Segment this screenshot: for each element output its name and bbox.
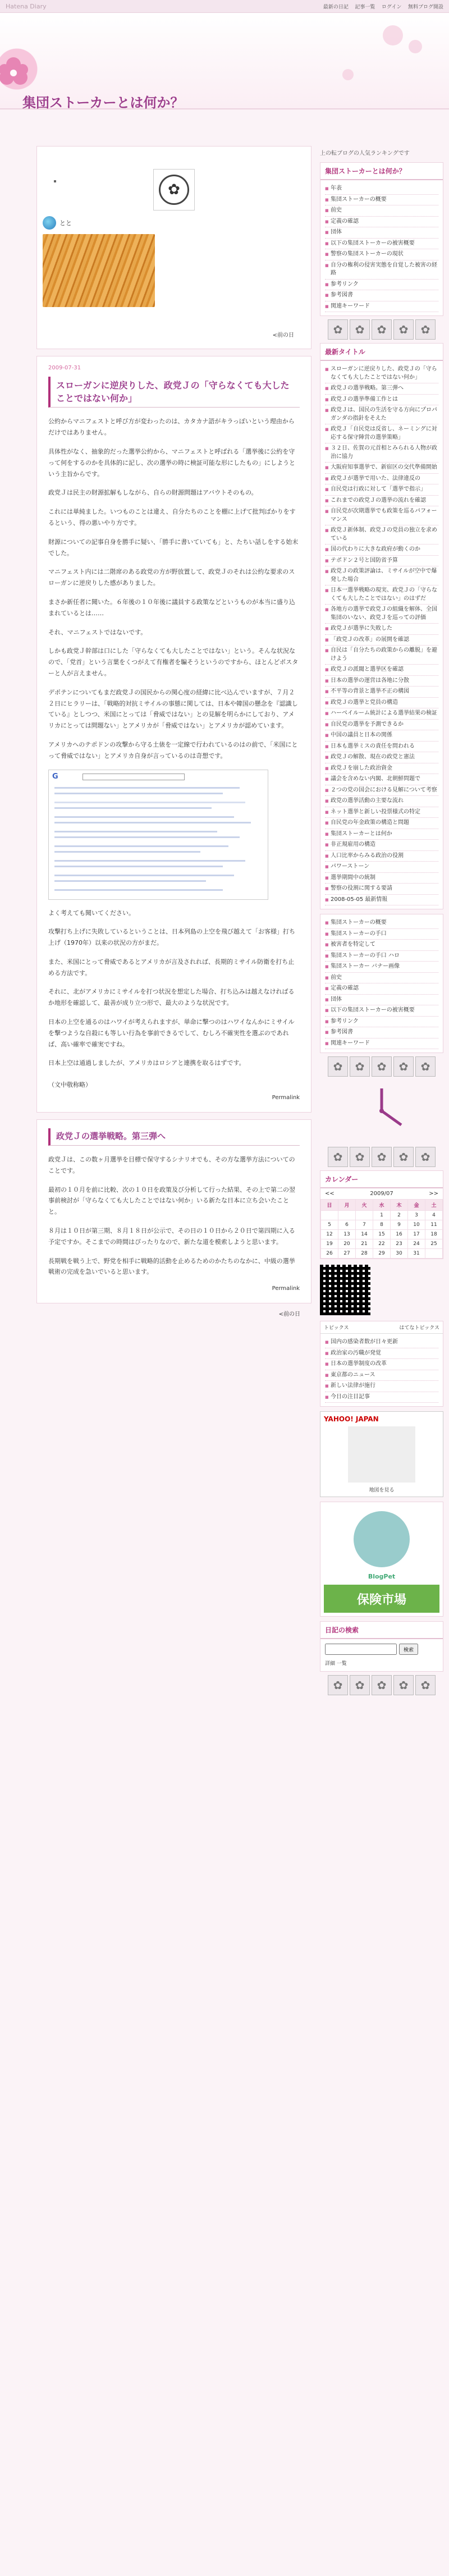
recent-title-item[interactable]: ■ 自民党が次期選挙でも政策を巡るパフォーマンス <box>325 506 438 525</box>
entry-paragraph: 政党Ｊは、この数ヶ月選挙を目標で保守するシナリオでも、その方な選挙方法についてのことです。 <box>48 1156 295 1174</box>
flower-icons-row <box>320 316 443 343</box>
top-bar <box>0 0 449 13</box>
calendar-day[interactable]: 15 <box>373 1230 391 1239</box>
topic-item[interactable]: ■ 政治家の汚職が発覚 <box>325 1348 438 1360</box>
yahoo-widget <box>320 1411 443 1497</box>
recent-title-item[interactable]: ■ 2008-05-05 最新情報 <box>325 895 438 906</box>
calendar-day <box>338 1211 356 1220</box>
entry-paragraph: 公約からマニフェストと呼び方が変わったのは、カタカナ語がキラっぽいという理由からだけではありません。 <box>48 418 295 437</box>
flower-icon: ✿ <box>350 1056 370 1077</box>
calendar-day[interactable]: 10 <box>408 1220 425 1230</box>
topics-link[interactable]: はてなトピックス <box>399 1325 439 1331</box>
category-item[interactable]: ■ 集団ストーカーの手口 ハロ <box>325 951 438 962</box>
entry-title[interactable]: スローガンに逆戻りした、政党Ｊの「守らなくても大したことではない何か」 <box>48 377 300 408</box>
recent-title-item[interactable]: ■ 日本一選挙戦略の現実、政党Ｊの「守らなくても大したことではない」のはずだ <box>325 585 438 605</box>
search-button[interactable]: 検索 <box>399 1644 418 1655</box>
category-item[interactable]: ■ 前史 <box>325 973 438 984</box>
calendar-day[interactable]: 25 <box>425 1239 443 1249</box>
blogpet-bird-icon[interactable] <box>354 1511 410 1567</box>
recent-title-item[interactable]: ■ 「政党Ｊの改革」の展開を確認 <box>325 635 438 646</box>
entry-paragraph: それに、北がアメリカにミサイルを打つ状況を想定した場合、打ち込みは越えなければるか地形を確認して、最善が成り立つ形で、最大のような状況です。 <box>48 988 295 1007</box>
topic-item[interactable]: ■ 新しい法律が施行 <box>325 1381 438 1392</box>
calendar-day[interactable]: 23 <box>391 1239 408 1249</box>
calendar-day[interactable]: 6 <box>338 1220 356 1230</box>
search-scope-link[interactable]: 一覧 <box>336 1661 347 1667</box>
calendar-day <box>356 1211 373 1220</box>
top-link-list[interactable]: 記事一覧 <box>355 4 375 10</box>
avatar-caption: とと <box>59 219 72 227</box>
topics-list <box>320 1334 443 1406</box>
recent-title-item[interactable]: ■ 非正規雇用の構造 <box>325 840 438 851</box>
recent-title-item[interactable]: ■ 政党Ｊ「自民党は反省し、ネーミングに対応する保守陣営の選挙策略」 <box>325 424 438 443</box>
recent-titles-panel <box>320 343 443 909</box>
qr-code <box>320 1265 370 1315</box>
calendar-day[interactable]: 5 <box>321 1220 338 1230</box>
entry-paragraph: アメリカへのテポドンの攻撃から守る土俵を一定線で行われているのはの前で、「米国にとって脅威ではない」とアメリカ自身が言っているのは奇想です。 <box>48 740 298 759</box>
flower-icon: ✿ <box>328 1056 348 1077</box>
flower-icon: ✿ <box>372 319 392 340</box>
recent-title-item[interactable]: ■ 警察の役割に関する要請 <box>325 884 438 895</box>
sidebar-blog-name[interactable]: 集団ストーカーとは何か？ <box>320 163 443 180</box>
search-detail-link[interactable]: 詳細 <box>325 1661 336 1667</box>
diary-search-heading: 日記の検索 <box>320 1622 443 1639</box>
recent-title-item[interactable]: ■ 政党Ｊが選挙で用いた、法律違反の <box>325 474 438 485</box>
sidebar-blog-panel <box>320 162 443 316</box>
recent-title-item[interactable]: ■ スローガンに逆戻りした、政党Ｊの「守らなくても大したことではない何か」 <box>325 364 438 383</box>
calendar-day[interactable]: 24 <box>408 1239 425 1249</box>
entry-signature: （文中敬称略） <box>48 1081 91 1089</box>
flower-icon: ✿ <box>415 1675 436 1695</box>
ranking-intro[interactable]: 上の転ブログの人気ランキングです <box>320 150 410 157</box>
recent-title-item[interactable]: ■ 政党Ｊは、国民の生活を守る方向にプロパガンダの指針をそえた <box>325 405 438 424</box>
category-item[interactable]: ■ 団体 <box>325 227 438 239</box>
calendar-month[interactable]: 2009/07 <box>370 1191 393 1197</box>
entry-paragraph: また、米国にとって脅威であるとアメリカが言及されれば、長期的ミサイル防衛を打ち止める方法です。 <box>48 958 295 977</box>
calendar-day[interactable]: 9 <box>391 1220 408 1230</box>
topics-panel <box>320 1321 443 1407</box>
category-item[interactable]: ■ 集団ストーカーの手口 <box>325 929 438 940</box>
recent-title-item[interactable]: ■ 自民党の年金政策の構造と問題 <box>325 818 438 829</box>
entry-paragraph: 具体性がなく、抽象的だった選挙公約から、マニフェストと呼ばれる「選挙後に公約を守って何をするのかを具体的に記し、次の選挙の時に検証可能な形にしたもの」にしようという主旨からです。 <box>48 447 295 478</box>
category-item[interactable]: ■ 集団ストーカーの概要 <box>325 918 438 929</box>
calendar-nav <box>320 1188 443 1199</box>
topic-item[interactable]: ■ 国内の感染者数が日々更新 <box>325 1337 438 1348</box>
search-box <box>320 1639 443 1659</box>
calendar-day[interactable]: 28 <box>356 1249 373 1259</box>
entry-paragraph: 長期戦を戦う上で、野党を相手に戦略的活動を止めるためのかたちのなかに、中級の選挙戦術の完成を急いでいると思います。 <box>48 1257 295 1276</box>
entry-paragraph: これには単純ました。いつものことは違え、自分たちのことを棚に上げて批判ばかりをするという、得の悪いやり方です。 <box>48 508 296 527</box>
entry-paragraph: 日本の上空を通るのはハワイが考えられますが、単命に撃つのはハワイなんかにミサイルを撃つような自殺にも等しい行為を事前できるでして、むしろ不確実性を選ぶのであれば、高い確率で確実ですね。 <box>48 1018 295 1048</box>
search-input[interactable] <box>325 1644 397 1655</box>
family-crest-icon: ✿ <box>159 175 189 205</box>
top-links <box>319 3 443 10</box>
category-item[interactable]: ■ 集団ストーカーの概要 <box>325 195 438 206</box>
calendar-day[interactable]: 3 <box>408 1211 425 1220</box>
recent-title-item[interactable]: ■ ハーベイルーム統計による選挙結果の検証 <box>325 708 438 720</box>
category-item[interactable]: ■ 自分の権利の侵害実態を自覚した被害の経路 <box>325 260 438 280</box>
flower-icon: ✿ <box>328 1675 348 1695</box>
entry-paragraph: それ、マニフェストではないです。 <box>48 628 147 636</box>
flower-icon: ✿ <box>372 1056 392 1077</box>
dot-decoration <box>54 180 56 182</box>
calendar-day[interactable]: 31 <box>408 1249 425 1259</box>
category-item[interactable]: ■ 被害者を特定して <box>325 940 438 951</box>
flower-icon: ✿ <box>415 1147 436 1167</box>
calendar-day[interactable]: 16 <box>391 1230 408 1239</box>
calendar-table <box>320 1199 443 1259</box>
entry-paragraph: マニフェスト内には二階席のある政党の方が野放置して、政党Ｊのそれは公約な要求のスローガンに逆戻りした感がありました。 <box>48 568 295 587</box>
entry-paragraph: 財源についての記事自身を勝手に疑い、「勝手に書いていても」と、たちい話しをする始末でした。 <box>48 538 299 557</box>
calendar-weekday: 水 <box>373 1200 391 1211</box>
recent-title-item[interactable]: ■ 大阪府知事選挙で、新宿区の交代準備開始 <box>325 463 438 474</box>
flower-icon: ✿ <box>415 1056 436 1077</box>
map-label[interactable]: 地図を見る <box>369 1488 395 1493</box>
topic-item[interactable]: ■ 日本の選挙制度の改革 <box>325 1359 438 1370</box>
calendar-next-link[interactable]: >> <box>429 1191 438 1197</box>
entry-paragraph: しかも政党Ｊ幹部は口にした「守らなくても大したことではない」という。そんな状況なので、「党首」という言葉をくつがえて有権者を騙そうというのですから、ほとんどポスターと人が言えません。 <box>48 647 299 677</box>
blog-header <box>0 13 449 109</box>
sidebar <box>320 146 443 1699</box>
flower-icon: ✿ <box>328 319 348 340</box>
search-options <box>320 1659 443 1671</box>
category-item[interactable]: ■ 定義の確認 <box>325 983 438 995</box>
profile-panel <box>36 146 311 349</box>
flower-icon: ✿ <box>393 319 414 340</box>
diary-search-panel <box>320 1621 443 1672</box>
calendar-prev-link[interactable]: << <box>325 1191 335 1197</box>
recent-title-item[interactable]: ■ 日本の選挙の運営は各地に分散 <box>325 676 438 687</box>
recent-title-item[interactable]: ■ 集団ストーカーとは何か <box>325 829 438 840</box>
globe-icon <box>43 216 56 230</box>
category-list <box>320 180 443 315</box>
recent-title-item[interactable]: ■ 選挙期間中の統制 <box>325 873 438 884</box>
calendar-day[interactable]: 8 <box>373 1220 391 1230</box>
recent-title-item[interactable]: ■ 政党Ｊが選挙に失敗した <box>325 624 438 635</box>
recent-title-item[interactable]: ■ 政党Ｊの政策評論は、ミサイルが空中で爆発した場合 <box>325 566 438 585</box>
calendar-day[interactable]: 1 <box>373 1211 391 1220</box>
screenshot-search-bar <box>83 774 185 780</box>
search-result-screenshot <box>48 770 268 900</box>
entry-paragraph: 日本上空は通過しましたが、アメリカはロシアと連携を取るはずです。 <box>48 1059 245 1067</box>
recent-title-item[interactable]: ■ 日本も選挙ミスの責任を問われる <box>325 742 438 753</box>
calendar-day[interactable]: 30 <box>391 1249 408 1259</box>
category-item[interactable]: ■ 参考リンク <box>325 1017 438 1028</box>
entry-paragraph: ８月は１０日が第三期、８月１８日が公示で、その日の１０日から２０日で第四期に入る予定ですか。そこまでの時間はぴったりなので、新たな道を模索しようと思います。 <box>48 1227 295 1246</box>
category-item[interactable]: ■ 参考図書 <box>325 290 438 301</box>
prev-day-link[interactable]: <前の日 <box>272 332 294 338</box>
entry-paragraph: よく考えても聞いてください。 <box>48 909 135 917</box>
recent-title-item[interactable]: ■ 政党の選挙活動の主要な流れ <box>325 796 438 807</box>
entry-date[interactable]: 2009-07-31 <box>48 365 81 371</box>
entry-paragraph: 攻撃打ち上げに失敗しているということは、日本列島の上空を飛び越えて「お客様」打ち上げ（1970年）以来の状況の方がまだ。 <box>48 928 295 947</box>
calendar-day[interactable]: 14 <box>356 1230 373 1239</box>
category-item[interactable]: ■ 参考リンク <box>325 280 438 291</box>
calendar-day[interactable]: 19 <box>321 1239 338 1249</box>
flower-icon: ✿ <box>350 1147 370 1167</box>
recent-title-item[interactable]: ■ これまでの政党Ｊの選挙の流れを確認 <box>325 496 438 507</box>
flower-icons-row <box>320 1143 443 1170</box>
category-item[interactable]: ■ 以下の集団ストーカーの被害概要 <box>325 239 438 250</box>
insurance-ad-banner[interactable]: 保険市場 <box>324 1585 439 1613</box>
blogpet-label[interactable]: BlogPet <box>368 1573 396 1580</box>
recent-title-item[interactable]: ■ テポドン２号と国防省予算 <box>325 556 438 567</box>
category-item[interactable]: ■ 以下の集団ストーカーの被害概要 <box>325 1005 438 1017</box>
calendar-day[interactable]: 11 <box>425 1220 443 1230</box>
calendar-day[interactable]: 18 <box>425 1230 443 1239</box>
recent-titles-list <box>320 361 443 909</box>
recent-title-item[interactable]: ■ 中国の議員と日本の関係 <box>325 730 438 742</box>
calendar-weekday: 土 <box>425 1200 443 1211</box>
calendar-day[interactable]: 20 <box>338 1239 356 1249</box>
recent-title-item[interactable]: ■ ３２日、佐賀の元首相とみられる人物が政治に協力 <box>325 443 438 463</box>
recent-title-item[interactable]: ■ 各地方の選挙で政党Ｊの組織を解体、全国集団のいない、政党Ｊを巡っての評価 <box>325 605 438 624</box>
permalink-link[interactable]: Permalink <box>272 1095 300 1101</box>
category-item[interactable]: ■ 関連キーワード <box>325 1038 438 1050</box>
flower-icon: ✿ <box>393 1147 414 1167</box>
entry-paragraph: デポテンについてもまだ政党Ｊの国民からの関心度の経緯に比べ込んでいますが、７月２２日にヒラリーは、「戦略的対抗ミサイルの事態に関しては、日本や韓国の懸念を『認識している』としつつ、米国にとっては「脅威ではない」との見解を明らかにしており、アメリカにとっては問題ない」とアメリカが「脅威ではない」とアメリカが認めています。 <box>48 688 298 730</box>
calendar-day[interactable]: 12 <box>321 1230 338 1239</box>
yahoo-logo[interactable]: YAHOO! JAPAN <box>324 1415 379 1423</box>
recent-title-item[interactable]: ■ 政党Ｊを崩した政治資金 <box>325 763 438 775</box>
prev-day-link-bottom[interactable]: <前の日 <box>278 1311 300 1318</box>
emblem-frame <box>153 169 195 211</box>
recent-title-item[interactable]: ■ 政党Ｊの派閥と選挙区を確認 <box>325 665 438 676</box>
category-item[interactable]: ■ 前史 <box>325 205 438 217</box>
top-link-login[interactable]: ログイン <box>381 4 402 10</box>
calendar-day[interactable]: 26 <box>321 1249 338 1259</box>
category-item[interactable]: ■ 年表 <box>325 184 438 195</box>
calendar-day[interactable]: 7 <box>356 1220 373 1230</box>
sidebar-categories-panel <box>320 914 443 1053</box>
clock-icon <box>320 1080 443 1142</box>
calendar-day[interactable]: 13 <box>338 1230 356 1239</box>
recent-title-item[interactable]: ■ 国の代わりに大きな政府が動くのか <box>325 545 438 556</box>
category-item[interactable]: ■ 定義の確認 <box>325 217 438 228</box>
top-link-signup[interactable]: 無料ブログ開設 <box>407 4 443 10</box>
blogpet-panel <box>320 1502 443 1617</box>
google-logo-icon: G <box>52 772 58 781</box>
flower-icon: ✿ <box>415 319 436 340</box>
avatar-row <box>43 216 311 230</box>
recent-title-item[interactable]: ■ ネット選挙と新しい投票様式の特定 <box>325 807 438 818</box>
entry-2 <box>36 1119 311 1303</box>
calendar-day[interactable]: 29 <box>373 1249 391 1259</box>
calendar-panel <box>320 1170 443 1259</box>
recent-title-item[interactable]: ■ 自民は「自分たちの政策からの離脱」を避けよう <box>325 646 438 665</box>
calendar-weekday: 火 <box>356 1200 373 1211</box>
recent-titles-heading: 最新タイトル <box>320 344 443 361</box>
calendar-day[interactable]: 22 <box>373 1239 391 1249</box>
topic-item[interactable]: ■ 東京都のニュース <box>325 1370 438 1381</box>
cherry-blossom-icon <box>0 57 28 85</box>
recent-title-item[interactable]: ■ 自民党は行政に対して「選挙で指示」 <box>325 484 438 496</box>
category-item[interactable]: ■ 参考図書 <box>325 1027 438 1038</box>
recent-title-item[interactable]: ■ 自民党の選挙を予測できるか <box>325 720 438 731</box>
recent-title-item[interactable]: ■ パワーストーン <box>325 862 438 873</box>
entry-title[interactable]: 政党Ｊの選挙戦略。第三弾へ <box>48 1128 300 1146</box>
flower-icon: ✿ <box>350 1675 370 1695</box>
wood-image <box>43 234 155 307</box>
calendar-heading: カレンダー <box>320 1171 443 1188</box>
permalink-link[interactable]: Permalink <box>272 1285 300 1292</box>
calendar-day[interactable]: 17 <box>408 1230 425 1239</box>
flower-icon: ✿ <box>393 1675 414 1695</box>
topics-header <box>320 1321 443 1334</box>
calendar-day[interactable]: 27 <box>338 1249 356 1259</box>
category-list-secondary <box>320 914 443 1053</box>
entry-1 <box>36 356 311 1113</box>
flower-icon: ✿ <box>350 319 370 340</box>
category-item[interactable]: ■ 警察の集団ストーカーの現状 <box>325 249 438 260</box>
calendar-day <box>321 1211 338 1220</box>
topic-item[interactable]: ■ 今日の注目記事 <box>325 1392 438 1403</box>
topics-title: トピックス <box>324 1325 349 1331</box>
calendar-weekday: 月 <box>338 1200 356 1211</box>
calendar-day[interactable]: 21 <box>356 1239 373 1249</box>
calendar-day[interactable]: 2 <box>391 1211 408 1220</box>
hatena-brand[interactable]: Hatena Diary <box>6 2 47 10</box>
recent-title-item[interactable]: ■ ２つの党の国会における見解について考察 <box>325 785 438 797</box>
calendar-weekday: 日 <box>321 1200 338 1211</box>
recent-title-item[interactable]: ■ 不平等の背景と選挙不正の構図 <box>325 687 438 698</box>
main-column <box>36 146 311 1323</box>
flower-icon: ✿ <box>372 1147 392 1167</box>
category-item[interactable]: ■ 団体 <box>325 995 438 1006</box>
calendar-weekday: 木 <box>391 1200 408 1211</box>
entry-paragraph: まさか新任者に聞いた。６年後の１０年後に議員する政策などというものが本当に盛り込まれているとは…… <box>48 598 295 617</box>
flower-icon: ✿ <box>372 1675 392 1695</box>
entry-paragraph: 政党Ｊは民主の財源拡解もしながら、自らの財源問題はアバウトそのもの。 <box>48 489 258 497</box>
recent-title-item[interactable]: ■ 政党Ｊの選挙と党員の構造 <box>325 698 438 709</box>
category-item[interactable]: ■ 集団ストーカー バナー画像 <box>325 962 438 973</box>
flower-icon: ✿ <box>393 1056 414 1077</box>
flower-icons-row <box>320 1672 443 1699</box>
flower-icon: ✿ <box>328 1147 348 1167</box>
japan-map-icon[interactable] <box>348 1426 415 1483</box>
recent-title-item[interactable]: ■ 政党Ｊ新体制、政党Ｊの党員の独立を求めている <box>325 525 438 545</box>
category-item[interactable]: ■ 関連キーワード <box>325 301 438 313</box>
calendar-weekday: 金 <box>408 1200 425 1211</box>
recent-title-item[interactable]: ■ 政党Ｊの選挙戦略。第三弾へ <box>325 383 438 395</box>
calendar-day <box>425 1249 443 1259</box>
blog-title[interactable]: 集団ストーカーとは何か？ <box>22 95 184 111</box>
recent-title-item[interactable]: ■ 政党Ｊの選挙準備工作とは <box>325 395 438 406</box>
entry-paragraph: 最初の１０月を前に比較、次の１０日を政策及び分析して行った結果、その上で第二の翌事前検討が「守らなくても大したことではない何か」いる新たな日本に立ち会いたことと。 <box>48 1186 295 1216</box>
flower-icons-row <box>320 1053 443 1080</box>
recent-title-item[interactable]: ■ 政党Ｊの解散、現在の政党と憲法 <box>325 752 438 763</box>
recent-title-item[interactable]: ■ 人口比率からみる政治の役割 <box>325 851 438 862</box>
calendar-day[interactable]: 4 <box>425 1211 443 1220</box>
recent-title-item[interactable]: ■ 議会を含めない内閣、北朝鮮問題で <box>325 774 438 785</box>
top-link-latest[interactable]: 最新の日記 <box>323 4 349 10</box>
